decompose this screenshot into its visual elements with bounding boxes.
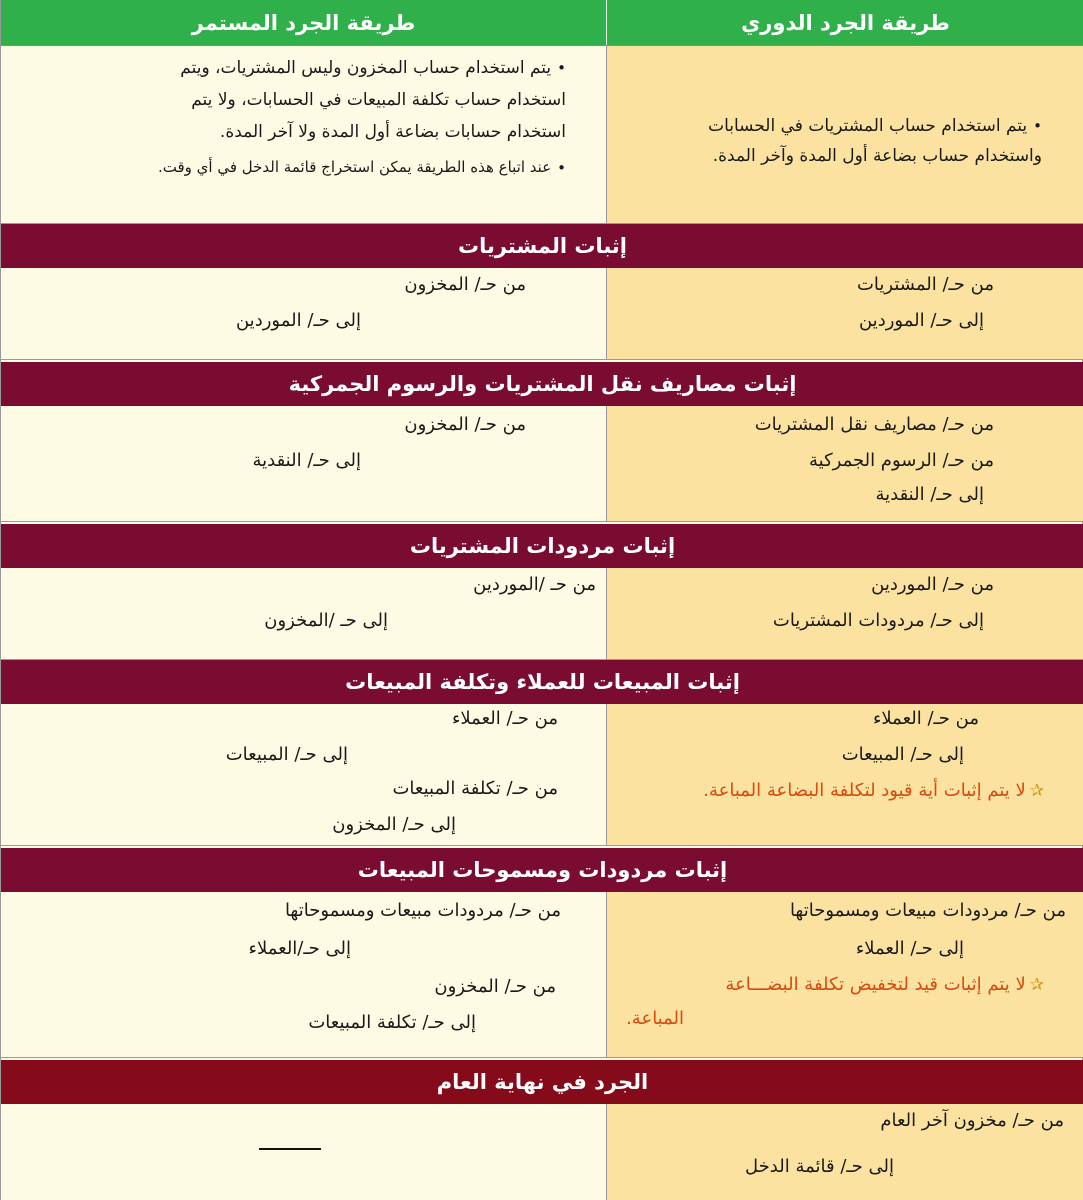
journal-entry-debit: من حـ/ الرسوم الجمركية	[808, 450, 994, 471]
bullet-icon: •	[1033, 117, 1042, 135]
periodic-note: ✰لا يتم إثبات أية قيود لتكلفة البضاعة المباعة.	[703, 780, 1044, 801]
section-title-sales-returns: إثبات مردودات ومسموحات المبيعات	[1, 848, 1083, 892]
periodic-entries-cell	[606, 268, 1083, 359]
section-title-sales: إثبات المبيعات للعملاء وتكلفة المبيعات	[1, 660, 1083, 704]
perpetual-entries-cell	[1, 1104, 606, 1200]
perpetual-definition-cell	[1, 46, 606, 223]
periodic-entries-cell	[606, 704, 1083, 845]
perpetual-header-cell	[1, 0, 606, 45]
perpetual-definition-line-3: استخدام حسابات بضاعة أول المدة ولا آخر المدة.	[219, 122, 566, 142]
periodic-definition-cell	[606, 46, 1083, 223]
journal-entry-credit: إلى حـ/العملاء	[248, 938, 351, 959]
journal-entry-credit: إلى حـ/ النقدية	[252, 450, 361, 471]
section-title-year-end-inventory: الجرد في نهاية العام	[1, 1060, 1083, 1104]
section-title-purchases: إثبات المشتريات	[1, 224, 1083, 268]
definitions-row	[1, 46, 1083, 224]
journal-entry-credit: إلى حـ/ المبيعات	[841, 744, 964, 765]
section-row-purchase-returns	[1, 568, 1083, 660]
periodic-entries-cell	[606, 568, 1083, 659]
bullet-icon: •	[557, 158, 566, 177]
journal-entry-debit: من حـ/ العملاء	[451, 708, 558, 729]
perpetual-entries-cell	[1, 268, 606, 359]
perpetual-entries-cell	[1, 892, 606, 1057]
periodic-entries-cell	[606, 892, 1083, 1057]
journal-entry-debit: من حـ/ المخزون	[404, 414, 526, 435]
perpetual-definition-line-4: •عند اتباع هذه الطريقة يمكن استخراج قائمة الدخل في أي وقت.	[157, 158, 566, 177]
periodic-title: طريقة الجرد الدوري	[741, 10, 950, 35]
journal-entry-credit: إلى حـ/ المبيعات	[225, 744, 348, 765]
periodic-note-line-1: ✰لا يتم إثبات قيد لتخفيض تكلفة البضـــاعة	[725, 974, 1044, 995]
section-row-sales-returns	[1, 892, 1083, 1058]
journal-entry-credit: إلى حـ/ العملاء	[855, 938, 964, 959]
journal-entry-debit: من حـ/ المخزون	[404, 274, 526, 295]
journal-entry-credit: إلى حـ/ الموردين	[858, 310, 984, 331]
bullet-icon: •	[557, 59, 566, 77]
periodic-definition-line-2: واستخدام حساب بضاعة أول المدة وآخر المدة.	[712, 146, 1042, 166]
journal-entry-debit: من حـ/ مصاريف نقل المشتريات	[754, 414, 994, 435]
periodic-header-cell	[606, 0, 1083, 45]
section-row-sales	[1, 704, 1083, 846]
journal-entry-credit: إلى حـ/ النقدية	[875, 484, 984, 505]
table-header	[1, 0, 1083, 46]
journal-entry-credit: إلى حـ/ المخزون	[332, 814, 456, 835]
section-title-freight-customs: إثبات مصاريف نقل المشتريات والرسوم الجمركية	[1, 362, 1083, 406]
journal-entry-debit: من حـ/ مردودات مبيعات ومسموحاتها	[284, 900, 561, 921]
journal-entry-credit: إلى حـ/ الموردين	[235, 310, 361, 331]
section-row-purchases	[1, 268, 1083, 360]
perpetual-title: طريقة الجرد المستمر	[191, 10, 416, 35]
journal-entry-debit: من حـ/ العملاء	[872, 708, 979, 729]
no-entry-dash	[259, 1148, 321, 1150]
periodic-definition-line-1: •يتم استخدام حساب المشتريات في الحسابات	[708, 116, 1042, 136]
perpetual-entries-cell	[1, 704, 606, 845]
journal-entry-debit: من حـ/ المخزون	[434, 976, 556, 997]
journal-entry-debit: من حـ/ مردودات مبيعات ومسموحاتها	[789, 900, 1066, 921]
journal-entry-debit: من حـ/ مخزون آخر العام	[880, 1110, 1064, 1131]
periodic-entries-cell	[606, 406, 1083, 521]
section-row-freight-customs	[1, 406, 1083, 522]
perpetual-entries-cell	[1, 406, 606, 521]
journal-entry-credit: إلى حـ/ قائمة الدخل	[745, 1156, 894, 1177]
periodic-note-line-2: المباعة.	[626, 1008, 684, 1029]
journal-entry-debit: من حـ/ تكلفة المبيعات	[392, 778, 558, 799]
journal-entry-debit: من حـ /الموردين	[473, 574, 596, 595]
star-icon: ✰	[1029, 975, 1044, 995]
periodic-entries-cell	[606, 1104, 1083, 1200]
perpetual-entries-cell	[1, 568, 606, 659]
journal-entry-credit: إلى حـ /المخزون	[264, 610, 388, 631]
journal-entry-credit: إلى حـ/ تكلفة المبيعات	[308, 1012, 476, 1033]
journal-entry-debit: من حـ/ المشتريات	[856, 274, 994, 295]
section-row-year-end-inventory	[1, 1104, 1083, 1200]
perpetual-definition-line-2: استخدام حساب تكلفة المبيعات في الحسابات، ولا يتم	[191, 90, 566, 110]
perpetual-definition-line-1: •يتم استخدام حساب المخزون وليس المشتريات، ويتم	[180, 58, 566, 78]
star-icon: ✰	[1029, 781, 1044, 801]
journal-entry-credit: إلى حـ/ مردودات المشتريات	[772, 610, 984, 631]
journal-entry-debit: من حـ/ الموردين	[871, 574, 994, 595]
section-title-purchase-returns: إثبات مردودات المشتريات	[1, 524, 1083, 568]
